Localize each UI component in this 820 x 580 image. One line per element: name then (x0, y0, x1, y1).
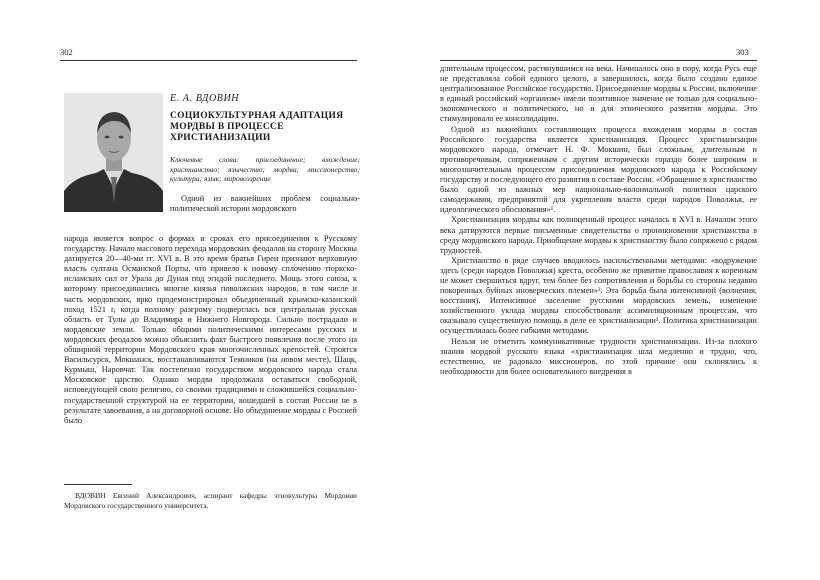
body-text-intro (170, 194, 360, 214)
paragraph: Христианство в ряде случаев вводилось насильственными методами: «водружение здесь (среди народов Поволжья) креста, особенно же привитие православия к коренным не может свершиться вдруг, тем более без сопротивления и борьбы со стороны недавно покоренных буйных иноверческих племен»². Эта борьба была интенсивной (волнения, восстания). Интенсивное заселение русскими мордовских земель, изменение хозяйственного уклада мордвы способствовали ассимиляционным процессам, что оказывало существенную помощь в деле ее христианизации³. Политика христианизации осуществлялась более гибкими методами. (440, 255, 757, 336)
paragraph: Христианизация мордвы как полноценный процесс началась в XVI в. Началом этого века датируются первые письменные свидетельства о проникновении христианства в среду мордовского народа. Приобщение мордвы к христианству было сопряжено с рядом трудностей. (440, 215, 757, 255)
author-name: Е. А. ВДОВИН (170, 93, 240, 104)
footnote: ВДОВИН Евгений Александрович, аспирант кафедры этнокультуры Мордовии Мордовского государственного университета. (64, 491, 357, 510)
paragraph: Нельзя не отметить коммуникативные трудности христианизации. Из-за плохого знания мордвой русского языка «христианизация шла медленно и трудно, что, естественно, не радовало миссионеров, по этой причине они склонялись к необходимости для более основательного внедрения в (440, 336, 757, 376)
paragraph: народа является вопрос о формах и сроках его присоединения к Русскому государству. Начало массового перехода мордовских феодалов на сторону Москвы датируется 20—40-ми гг. XVI в. В это время братья Гиреи признают верховную власть султана Османской Порты, что привело к новому сплочению тюркско-исламских сил от Урала до Дуная под эгидой последнего. Мощь этого союза, к которому присоединились многие князья поволжских народов, в том числе и часть мордовских, ярко продемонстрировал объединенный крымско-казанский поход 1521 г, когда полному разгрому подверглась вся центральная русская область от Тулы до Владимира и Нижнего Новгорода. Сильно пострадали и мордовские земли. Только общими политическими интересами русских и мордовских феодалов можно объяснить факт быстрого появления после этого на обширной территории Мордовского края многочисленных крепостей. Строятся Васильсурск, Мокшанск, восстанавливаются Темников (на новом месте), Шацк, Курмыш, Наровчат. Так постепенно государством мордовского народа стала Московское царство. Однако мордва продолжала оставаться свободной, исповедующей свою религию, со своими традициями и сложившейся социально-государственной структурой на ее территории, вошедшей в состав России не в результате завоевания, а на договорной основе. Но объединение мордвы с Россией было (64, 234, 357, 425)
footnote-rule (64, 484, 132, 485)
title-line: СОЦИОКУЛЬТУРНАЯ АДАПТАЦИЯ (170, 111, 344, 121)
keywords-text: присоединение; вхождение; христианство; язычество; мордва; миссионерство; культура; язык; мировоззрение (170, 155, 360, 184)
title-line: МОРДВЫ В ПРОЦЕССЕ (170, 121, 284, 132)
body-text-main (64, 234, 357, 426)
keywords-label: Ключевые слова: (170, 155, 240, 164)
body-text-right (440, 64, 757, 377)
paragraph: Одной из важнейших составляющих процесса вхождения мордвы в состав Российского государства является христианизация. Процесс христианизации мордовского народа, отмечает Н. Ф. Мокшин, был сложным, длительным и противоречивым, сопряженным с другим исторически гораздо более широким и многозначительным процессом присоединения мордовского народа к Российскому государству и последующего его развития в составе России. «Обращение в христианство было одной из важных мер национально-колониальной политики царского самодержавия, предпринятой для укрепления власти среди народов Поволжья, ее идеологического обоснования»¹. (440, 124, 757, 215)
header-rule-right (440, 60, 757, 61)
paragraph: длительным процессом, растянувшимся на века. Начиналось оно в пору, когда Русь еще не представляла собой единого целого, а завершилось, когда было создано единое централизованное Российское государство. Присоединение мордвы к России, включение в единый российский «организм» имели позитивное значение не только для социально-экономического и политического, но и для этнического развития мордвы. Это стимулировало ее консолидацию. (440, 64, 757, 124)
title-line: ХРИСТИАНИЗАЦИИ (170, 132, 271, 143)
header-rule-left (60, 60, 357, 61)
paragraph: Одной из важнейших проблем социально-политической истории мордовского (170, 194, 360, 214)
author-photo (64, 93, 163, 212)
page-number-left: 302 (60, 47, 73, 57)
keywords (170, 155, 360, 184)
page-number-right: 303 (736, 47, 749, 57)
right-page (410, 0, 820, 580)
article-title (170, 111, 360, 143)
